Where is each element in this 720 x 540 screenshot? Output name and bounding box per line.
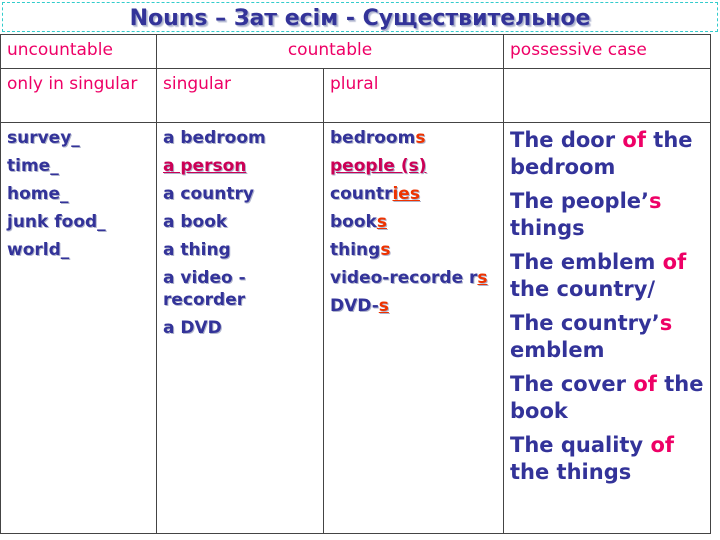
- possessive-cell: [504, 123, 711, 534]
- list-item: a bedroom: [163, 128, 266, 148]
- list-item: [330, 183, 497, 205]
- list-item: a thing: [163, 240, 231, 260]
- title-frame: [2, 2, 718, 32]
- possessive-item: [510, 310, 704, 364]
- singular-cell: [157, 123, 324, 534]
- list-item: a video -recorder: [163, 268, 246, 310]
- highlight-part: s: [649, 189, 662, 213]
- list-item: [330, 295, 497, 317]
- subheader-only-singular: only in singular: [1, 69, 157, 123]
- text-part: The cover: [510, 372, 634, 396]
- nouns-table: [0, 34, 711, 534]
- plural-cell: [324, 123, 504, 534]
- list-item: home_: [7, 184, 69, 204]
- text-part: the book: [510, 372, 704, 423]
- header-row: [1, 35, 711, 69]
- word-base: bedroom: [330, 128, 416, 148]
- highlight-part: of: [662, 250, 687, 274]
- word-base: book: [330, 212, 377, 232]
- possessive-item: [510, 249, 704, 303]
- text-part: The people’: [510, 189, 649, 213]
- text-part: the things: [510, 460, 632, 484]
- possessive-item: [510, 127, 704, 181]
- text-part: the country/: [510, 277, 656, 301]
- list-item: [330, 239, 497, 261]
- plural-suffix: s: [380, 240, 391, 260]
- plural-suffix: s: [378, 296, 389, 316]
- text-part: The quality: [510, 433, 651, 457]
- plural-suffix: s: [477, 268, 488, 288]
- content-row: [1, 123, 711, 534]
- subheader-row: [1, 69, 711, 123]
- list-item: a country: [163, 184, 254, 204]
- page-title: Nouns – Зат есім - Существительное: [129, 6, 591, 31]
- list-item: [330, 211, 497, 233]
- list-item: [330, 127, 497, 149]
- highlight-part: of: [650, 433, 675, 457]
- subheader-empty: [504, 69, 711, 123]
- list-item: junk food_: [7, 212, 106, 232]
- text-part: things: [510, 216, 585, 240]
- word-base: video-recorde r: [330, 268, 478, 288]
- header-uncountable: uncountable: [1, 35, 157, 69]
- text-part: The country’: [510, 311, 660, 335]
- list-item: a book: [163, 212, 228, 232]
- subheader-singular: singular: [157, 69, 324, 123]
- highlight-part: of: [633, 372, 657, 396]
- word-base: countr: [330, 184, 393, 204]
- list-item: [330, 267, 497, 289]
- header-countable: countable: [157, 35, 504, 69]
- list-item: survey_: [7, 128, 80, 148]
- text-part: the bedroom: [510, 128, 693, 179]
- text-part: emblem: [510, 338, 605, 362]
- list-item: time_: [7, 156, 59, 176]
- uncountable-cell: [1, 123, 157, 534]
- highlight-part: s: [659, 311, 673, 335]
- word-base: thing: [330, 240, 381, 260]
- possessive-item: [510, 188, 704, 242]
- plural-suffix: ies: [392, 184, 420, 204]
- list-item-highlight: a person: [163, 156, 247, 176]
- possessive-item: [510, 432, 704, 486]
- highlight-part: of: [622, 128, 646, 152]
- subheader-plural: plural: [324, 69, 504, 123]
- word-base: DVD-: [330, 296, 379, 316]
- possessive-item: [510, 371, 704, 425]
- text-part: The door: [510, 128, 623, 152]
- list-item-highlight: people (s): [330, 156, 427, 176]
- list-item: a DVD: [163, 318, 222, 338]
- header-possessive: possessive case: [504, 35, 711, 69]
- plural-suffix: s: [415, 128, 426, 148]
- plural-suffix: s: [376, 212, 387, 232]
- list-item: world_: [7, 240, 70, 260]
- text-part: The emblem: [510, 250, 663, 274]
